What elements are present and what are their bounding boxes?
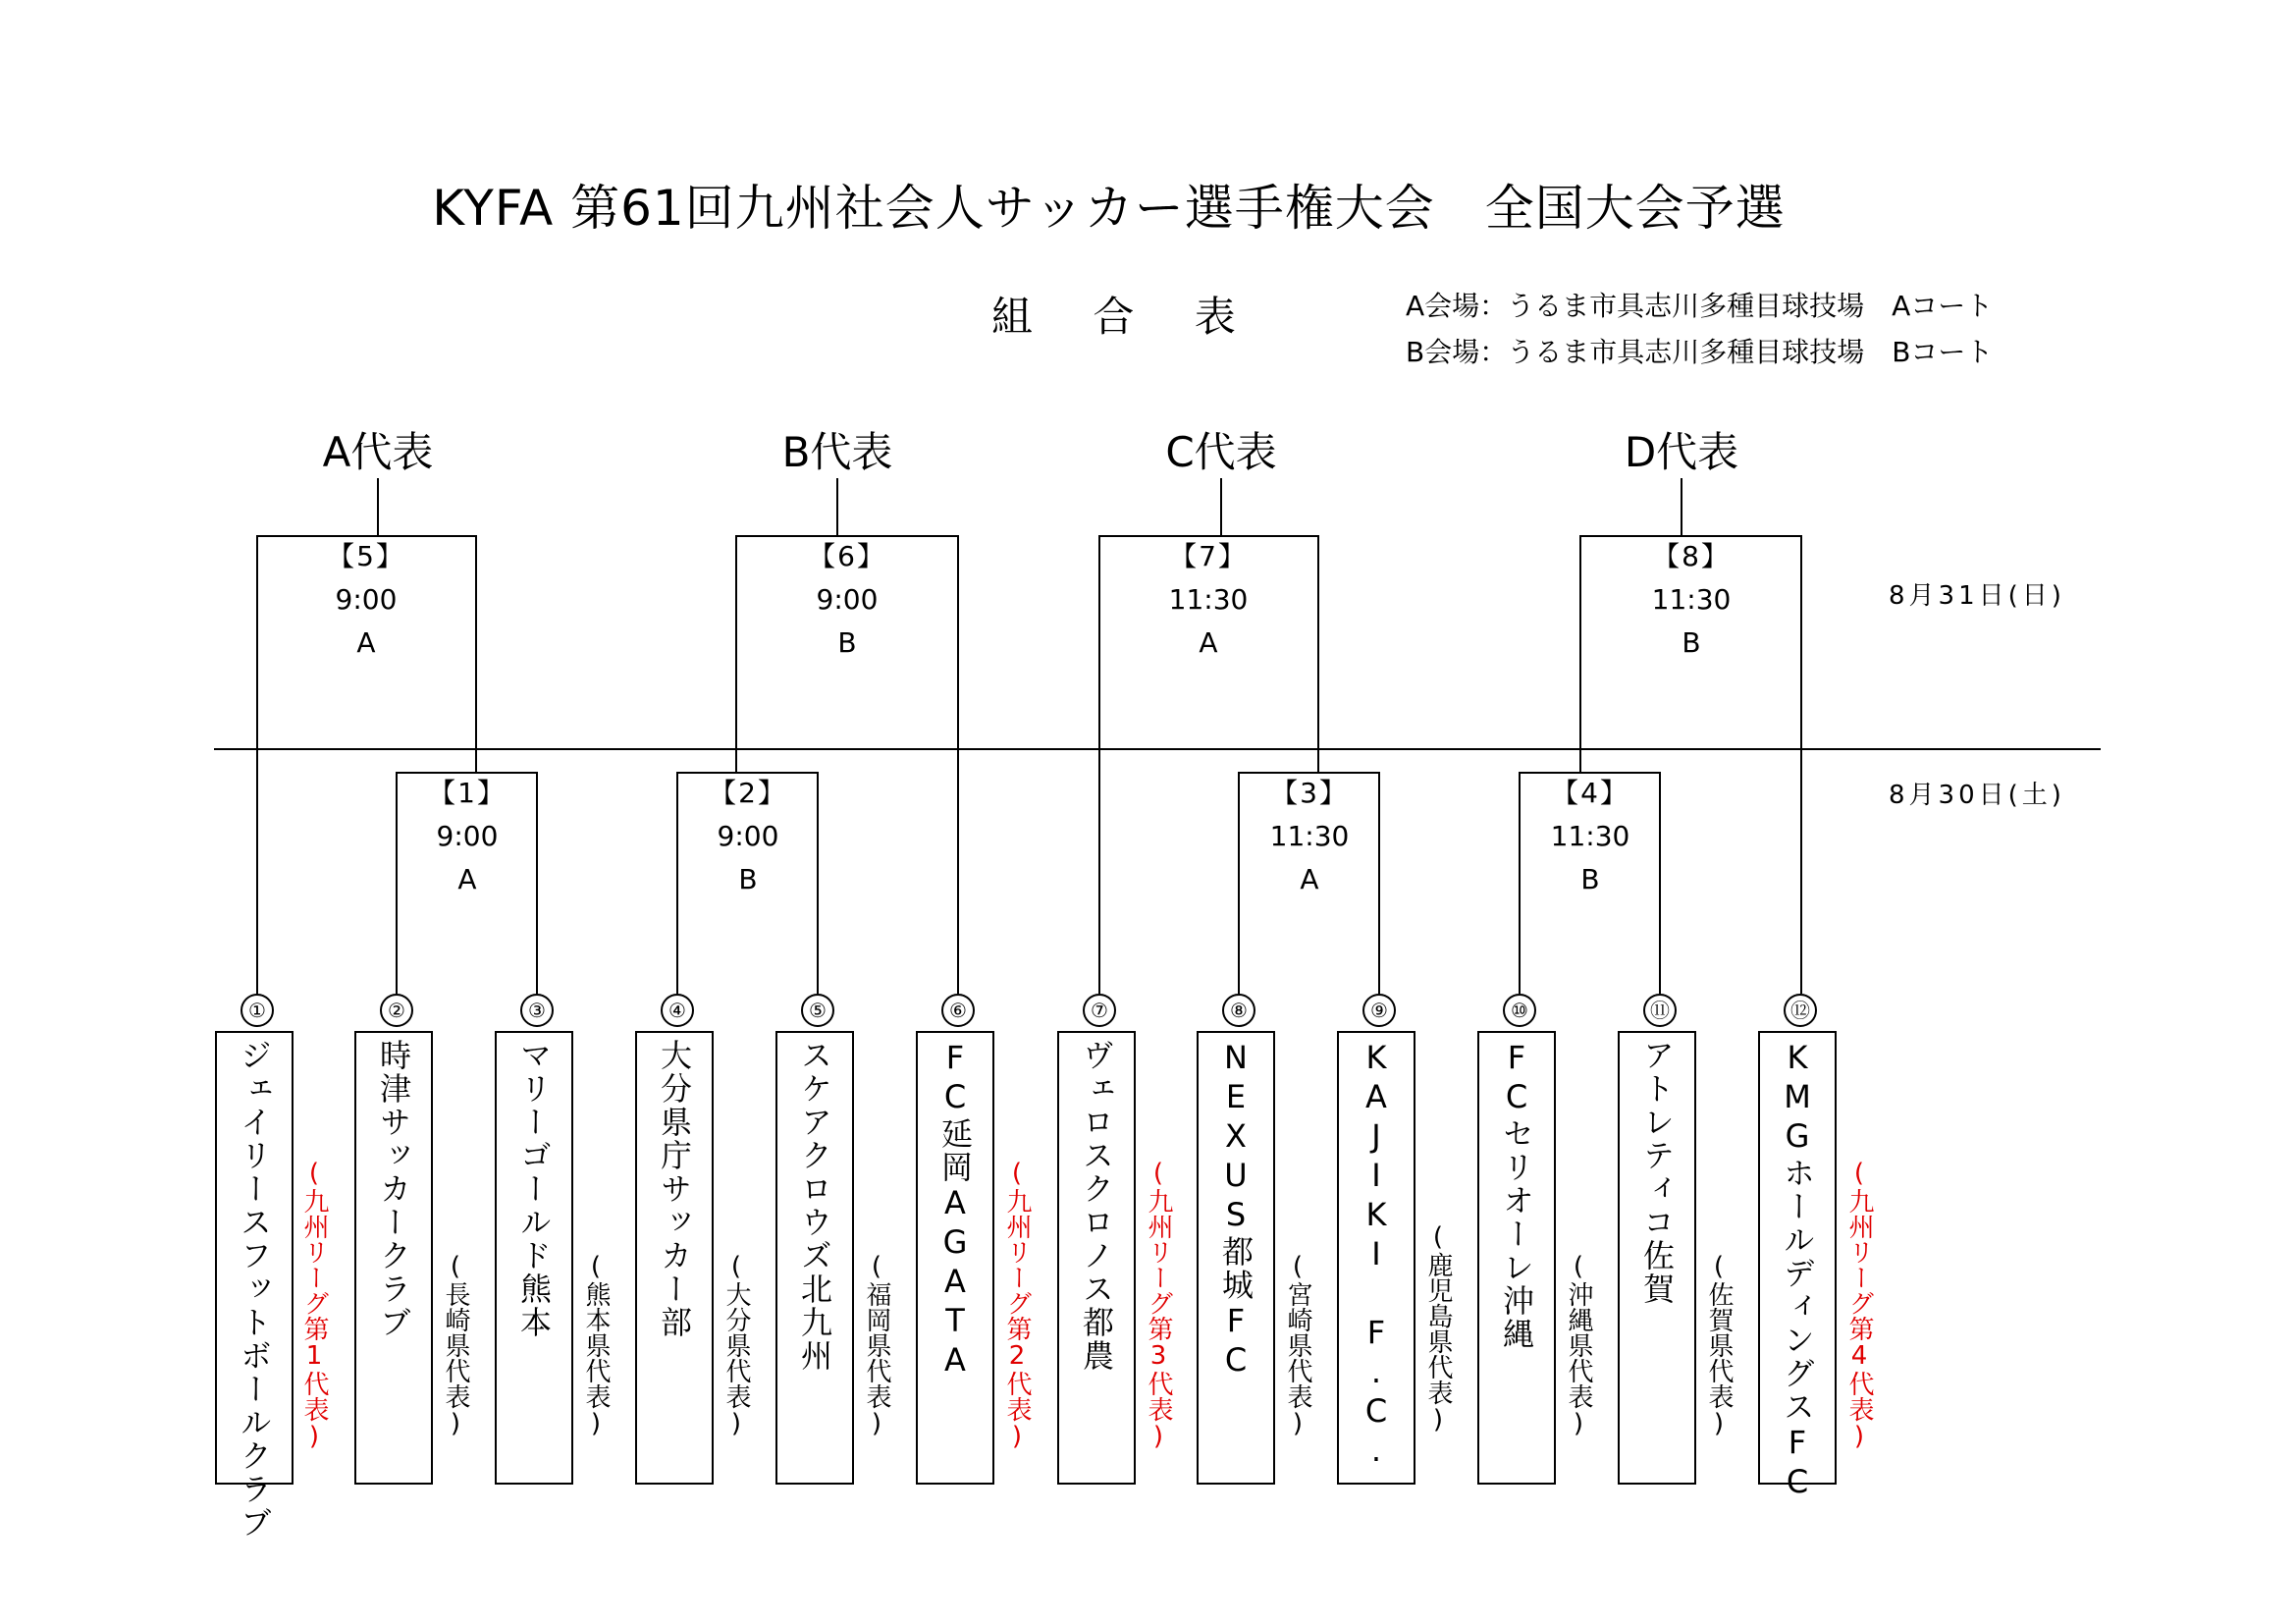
team-4-name: 大分県庁サッカー部 — [656, 1039, 693, 1339]
representative-b: B代表 — [781, 428, 893, 476]
team-8-box — [1197, 1031, 1275, 1485]
team-1-name: ジェイリースフットボールクラブ — [236, 1039, 273, 1540]
match-7-court: A — [1199, 626, 1218, 659]
match-3 — [1231, 772, 1388, 901]
team-4-seed: ④ — [661, 994, 694, 1027]
match-2 — [669, 772, 827, 901]
match-7 — [1130, 535, 1287, 665]
team-1-note: (九州リーグ第1代表) — [299, 1159, 329, 1451]
match-3-number: 【3】 — [1270, 777, 1349, 809]
match-7-number: 【7】 — [1169, 540, 1248, 572]
match-3-time: 11:30 — [1269, 820, 1350, 852]
team-4-box — [635, 1031, 714, 1485]
match-8-number: 【8】 — [1652, 540, 1731, 572]
team-3-note: (熊本県代表) — [581, 1252, 611, 1438]
representative-c: C代表 — [1165, 428, 1277, 476]
team-9-seed: ⑨ — [1362, 994, 1396, 1027]
team-3-name: マリーゴールド熊本 — [515, 1039, 553, 1339]
match-5-time: 9:00 — [335, 583, 398, 616]
match-2-court: B — [738, 863, 758, 895]
team-6-note: (九州リーグ第2代表) — [1002, 1159, 1032, 1451]
team-2-box — [354, 1031, 433, 1485]
match-2-number: 【2】 — [709, 777, 787, 809]
match-6-number: 【6】 — [808, 540, 886, 572]
match-5 — [288, 535, 445, 665]
team-9-box — [1337, 1031, 1415, 1485]
team-7-box — [1057, 1031, 1136, 1485]
match-4 — [1512, 772, 1669, 901]
team-6-box — [916, 1031, 994, 1485]
page-subtitle: 組 合 表 — [991, 293, 1259, 341]
team-5-box — [775, 1031, 854, 1485]
match-3-court: A — [1300, 863, 1319, 895]
team-5-note: (福岡県代表) — [862, 1252, 891, 1438]
match-7-time: 11:30 — [1168, 583, 1249, 616]
team-8-name: NEXUS都城FC — [1217, 1039, 1255, 1380]
team-4-note: (大分県代表) — [721, 1252, 751, 1438]
venue-a: A会場：うるま市具志川多種目球技場 Aコート — [1406, 290, 1994, 322]
representative-a: A代表 — [322, 428, 434, 476]
team-8-seed: ⑧ — [1222, 994, 1255, 1027]
team-10-note: (沖縄県代表) — [1564, 1252, 1593, 1438]
match-8 — [1613, 535, 1770, 665]
match-6 — [769, 535, 926, 665]
match-1 — [389, 772, 546, 901]
match-8-court: B — [1682, 626, 1701, 659]
team-11-note: (佐賀県代表) — [1704, 1252, 1734, 1438]
team-3-box — [495, 1031, 573, 1485]
team-11-box — [1618, 1031, 1696, 1485]
date-day2: 8月31日(日) — [1889, 581, 2065, 611]
team-10-seed: ⑩ — [1503, 994, 1536, 1027]
team-9-name: KAJIKI F.C. — [1358, 1039, 1395, 1471]
team-6-name: FC延岡AGATA — [936, 1039, 974, 1380]
team-1-seed: ① — [240, 994, 274, 1027]
match-4-time: 11:30 — [1550, 820, 1630, 852]
team-5-name: スケアクロウズ北九州 — [796, 1039, 833, 1373]
team-8-note: (宮崎県代表) — [1283, 1252, 1312, 1438]
match-6-time: 9:00 — [816, 583, 879, 616]
team-10-box — [1477, 1031, 1556, 1485]
team-7-seed: ⑦ — [1083, 994, 1116, 1027]
team-2-name: 時津サッカークラブ — [375, 1039, 412, 1339]
team-11-seed: ⑪ — [1643, 994, 1677, 1027]
match-1-court: A — [457, 863, 477, 895]
team-12-name: KMGホールディングスFC — [1779, 1039, 1816, 1502]
team-12-seed: ⑫ — [1784, 994, 1817, 1027]
team-2-note: (長崎県代表) — [441, 1252, 470, 1438]
match-8-time: 11:30 — [1651, 583, 1732, 616]
match-4-court: B — [1580, 863, 1600, 895]
match-2-time: 9:00 — [717, 820, 779, 852]
match-1-time: 9:00 — [436, 820, 499, 852]
team-10-name: FCセリオーレ沖縄 — [1498, 1039, 1535, 1351]
team-6-seed: ⑥ — [941, 994, 975, 1027]
team-1-box — [215, 1031, 294, 1540]
team-9-note: (鹿児島県代表) — [1423, 1222, 1453, 1435]
team-12-box — [1758, 1031, 1837, 1502]
venue-b: B会場：うるま市具志川多種目球技場 Bコート — [1406, 336, 1994, 368]
team-12-note: (九州リーグ第4代表) — [1844, 1159, 1874, 1451]
team-11-name: アトレティコ佐賀 — [1638, 1039, 1676, 1306]
match-1-number: 【1】 — [428, 777, 507, 809]
team-5-seed: ⑤ — [801, 994, 834, 1027]
team-7-note: (九州リーグ第3代表) — [1144, 1159, 1173, 1451]
tournament-title-text: KYFA 第61回九州社会人サッカー選手権大会 全国大会予選 — [432, 180, 1786, 237]
match-6-court: B — [837, 626, 857, 659]
representative-d: D代表 — [1624, 428, 1739, 476]
match-4-number: 【4】 — [1551, 777, 1629, 809]
team-7-name: ヴェロスクロノス都農 — [1078, 1039, 1115, 1373]
team-3-seed: ③ — [520, 994, 554, 1027]
match-5-number: 【5】 — [327, 540, 405, 572]
date-day1: 8月30日(土) — [1889, 781, 2065, 810]
team-2-seed: ② — [380, 994, 413, 1027]
match-5-court: A — [356, 626, 376, 659]
